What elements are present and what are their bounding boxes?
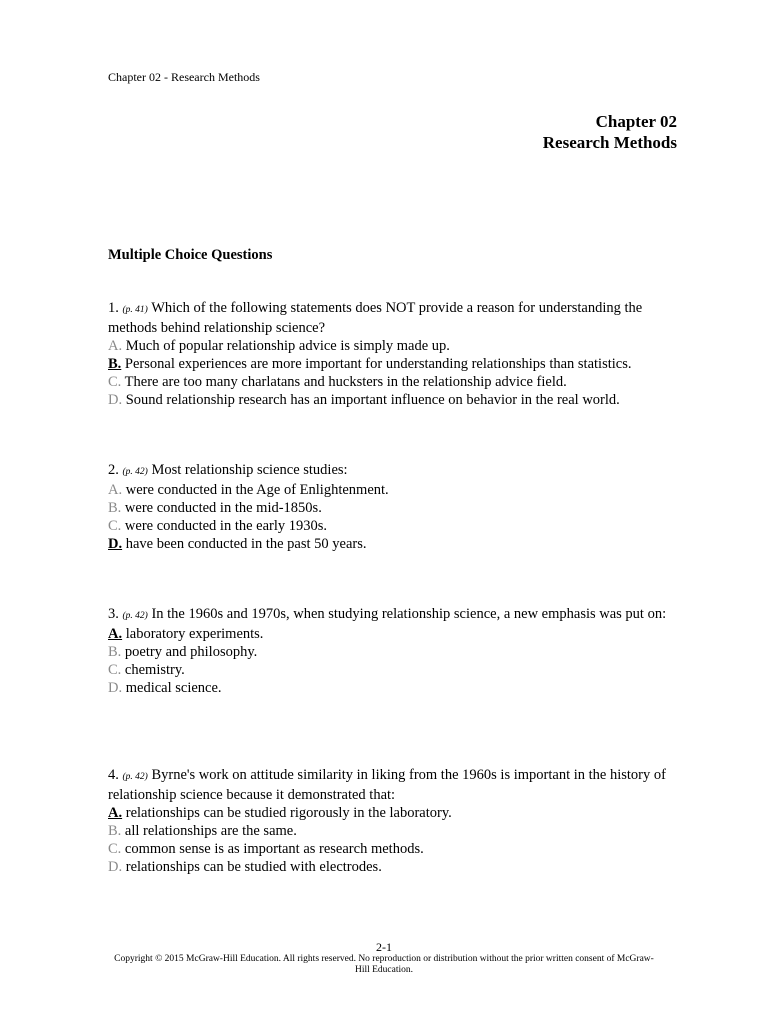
option-letter: D.	[108, 392, 123, 408]
chapter-name: Research Methods	[542, 133, 677, 152]
question-number: 3.	[108, 606, 119, 622]
option-text: relationships can be studied rigorously in the laboratory.	[125, 805, 452, 821]
option-letter: A.	[108, 626, 123, 642]
copyright-notice: Copyright © 2015 McGraw-Hill Education. All rights reserved. No reproduction or distribution without the prior written consent of McGraw-Hill Education.	[114, 954, 654, 975]
option-text: relationships can be studied with electrodes.	[125, 859, 382, 875]
option-letter: B.	[108, 500, 122, 516]
chapter-number: Chapter 02	[595, 112, 677, 131]
question-number: 1.	[108, 300, 119, 316]
option-letter: C.	[108, 518, 122, 534]
page-reference: (p. 42)	[122, 772, 148, 782]
question-number: 2.	[108, 462, 119, 478]
question-4	[108, 766, 678, 876]
question-text: Most relationship science studies:	[151, 462, 348, 478]
option-text: common sense is as important as research methods.	[124, 841, 424, 857]
section-heading: Multiple Choice Questions	[108, 247, 273, 263]
question-1	[108, 299, 678, 409]
option-letter: A.	[108, 482, 123, 498]
option-letter: C.	[108, 841, 122, 857]
option-text: chemistry.	[124, 662, 185, 678]
option-text: were conducted in the mid-1850s.	[124, 500, 322, 516]
option-text: were conducted in the Age of Enlightenment.	[125, 482, 389, 498]
option-letter: D.	[108, 859, 123, 875]
answer-option-c	[108, 517, 678, 535]
answer-option-d	[108, 858, 678, 876]
option-text: There are too many charlatans and hucksters in the relationship advice field.	[124, 374, 567, 390]
answer-option-b	[108, 643, 678, 661]
question-stem	[108, 461, 678, 481]
option-text: laboratory experiments.	[125, 626, 264, 642]
option-letter: C.	[108, 374, 122, 390]
answer-option-a	[108, 481, 678, 499]
answer-option-a	[108, 804, 678, 822]
running-header: Chapter 02 - Research Methods	[108, 70, 260, 84]
option-text: poetry and philosophy.	[124, 644, 258, 660]
question-stem	[108, 766, 678, 804]
question-2	[108, 461, 678, 553]
answer-option-d	[108, 391, 678, 409]
question-number: 4.	[108, 767, 119, 783]
option-text: Much of popular relationship advice is simply made up.	[125, 338, 450, 354]
option-letter: A.	[108, 805, 123, 821]
option-letter: B.	[108, 356, 122, 372]
question-3	[108, 605, 678, 697]
page-reference: (p. 42)	[122, 611, 148, 621]
answer-option-c	[108, 840, 678, 858]
chapter-title	[543, 111, 677, 153]
option-text: Sound relationship research has an important influence on behavior in the real world.	[125, 392, 620, 408]
answer-option-b	[108, 355, 678, 373]
option-text: have been conducted in the past 50 years.	[125, 536, 367, 552]
option-text: medical science.	[125, 680, 222, 696]
option-text: Personal experiences are more important for understanding relationships than statistics.	[124, 356, 632, 372]
page-reference: (p. 42)	[122, 467, 148, 477]
option-letter: B.	[108, 644, 122, 660]
question-text: Byrne's work on attitude similarity in liking from the 1960s is important in the history of relationship science because it demonstrated that:	[108, 767, 666, 803]
question-text: Which of the following statements does NOT provide a reason for understanding the methods behind relationship science?	[108, 300, 643, 336]
page-footer	[0, 940, 768, 976]
page-reference: (p. 41)	[122, 305, 148, 315]
question-stem	[108, 605, 678, 625]
answer-option-d	[108, 679, 678, 697]
option-letter: B.	[108, 823, 122, 839]
option-letter: D.	[108, 536, 123, 552]
option-text: were conducted in the early 1930s.	[124, 518, 328, 534]
page-number: 2-1	[376, 940, 392, 954]
answer-option-a	[108, 625, 678, 643]
answer-option-c	[108, 373, 678, 391]
answer-option-b	[108, 822, 678, 840]
option-text: all relationships are the same.	[124, 823, 297, 839]
answer-option-c	[108, 661, 678, 679]
answer-option-b	[108, 499, 678, 517]
answer-option-d	[108, 535, 678, 553]
option-letter: D.	[108, 680, 123, 696]
question-stem	[108, 299, 678, 337]
answer-option-a	[108, 337, 678, 355]
option-letter: A.	[108, 338, 123, 354]
question-text: In the 1960s and 1970s, when studying relationship science, a new emphasis was put on:	[151, 606, 667, 622]
option-letter: C.	[108, 662, 122, 678]
